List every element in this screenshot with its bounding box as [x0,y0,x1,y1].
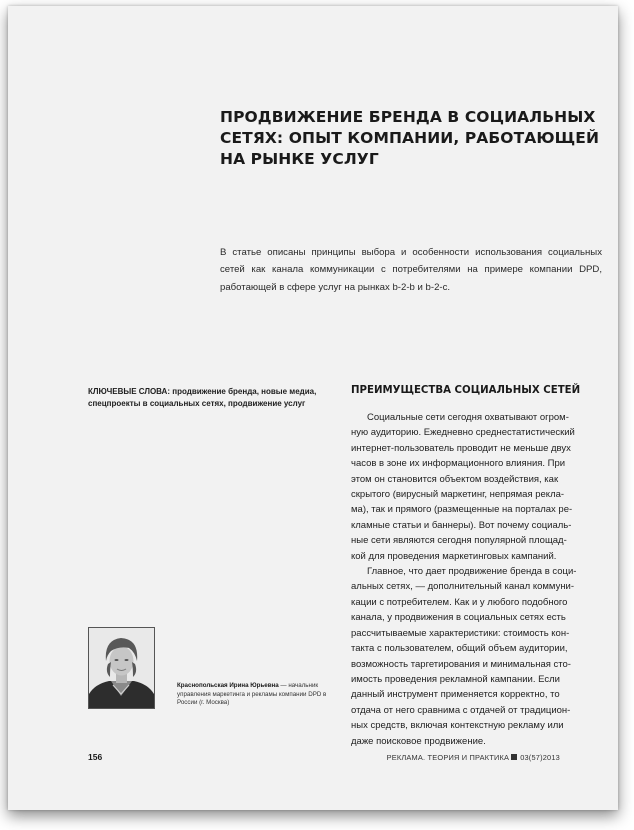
author-photo [88,627,155,709]
keywords-list: продвижение бренда, новые медиа, спецпроекты в социальных сетях, продвижение услуг [88,387,317,408]
section-heading: ПРЕИМУЩЕСТВА СОЦИАЛЬНЫХ СЕТЕЙ [351,385,581,396]
body-text-line: даже поисковое продвижение. [351,735,486,747]
body-text-line: канала, у продвижения в социальных сетях есть [351,612,566,624]
body-text-line: этом он становится объектом воздействия, как [351,473,559,485]
body-text-line: Социальные сети сегодня охватывают огром- [367,412,569,423]
journal-footer [387,753,560,762]
body-text-line: кации с потребителем. Как и у любого подобного [351,596,568,608]
author-bio [177,682,347,708]
body-text-line: ную аудиторию. Ежедневно среднестатистический [351,427,575,439]
body-text-line: скрытого (вирусный маркетинг, непрямая рекла- [351,489,565,501]
body-text-line: данный инструмент применяется корректно, то [351,689,560,701]
journal-name: РЕКЛАМА. ТЕОРИЯ И ПРАКТИКА [386,753,510,762]
journal-page [8,6,618,810]
keywords-block [88,386,338,410]
author-description: — начальник управления маркетинга и рекламы компании DPD в России (г. Москва) [177,682,327,707]
body-text-line: такта с пользователем, общий объем аудитории, [351,643,568,655]
body-text-line: ные сети являются сегодня популярной площад- [351,535,567,547]
body-text-line: часов в зоне их информационного влияния. При [351,458,566,470]
body-text-line: кой для проведения маркетинговых кампаний. [351,550,557,562]
body-text-line: кламные статьи и баннеры). Вот почему социаль- [351,519,572,531]
body-text-line: отдача от него сравнима с отдачей от традицион- [351,704,571,716]
article-body [351,410,601,749]
body-text-line: ма), так и прямого (размещенные на порталах ре- [351,504,573,516]
square-separator-icon [511,754,517,760]
body-text-line: интернет-пользователь проводит не меньше двух [351,442,571,454]
body-text-line: возможность таргетирования и минимальная сто- [351,658,571,670]
body-text-line: рассчитываемые характеристики: стоимость кон- [351,627,570,639]
author-name: Краснопольская Ирина Юрьевна [177,682,279,689]
page-number: 156 [88,752,103,762]
author-portrait-image [89,628,154,708]
body-text-line: альных сетях, — дополнительный канал коммуни- [351,581,575,593]
body-text-line: ных средств, включая контекстную рекламу или [351,720,564,732]
article-title: ПРОДВИЖЕНИЕ БРЕНДА В СОЦИАЛЬНЫХ СЕТЯХ: ОПЫТ КОМПАНИИ, РАБОТАЮЩЕЙ НА РЫНКЕ УСЛУГ [220,108,600,168]
body-text-line: имость проведения рекламной кампании. Если [351,673,560,685]
keywords-label: КЛЮЧЕВЫЕ СЛОВА: [88,387,170,396]
journal-issue: 03(57)2013 [520,753,560,762]
body-text-line: Главное, что дает продвижение бренда в соци- [367,566,577,578]
article-abstract: В статье описаны принципы выбора и особенности использования социальных сетей как канала коммуникации с потребителями на примере компании DPD, работающей в сфере услуг на рынках b-2-b и b-2-c. [220,247,602,293]
